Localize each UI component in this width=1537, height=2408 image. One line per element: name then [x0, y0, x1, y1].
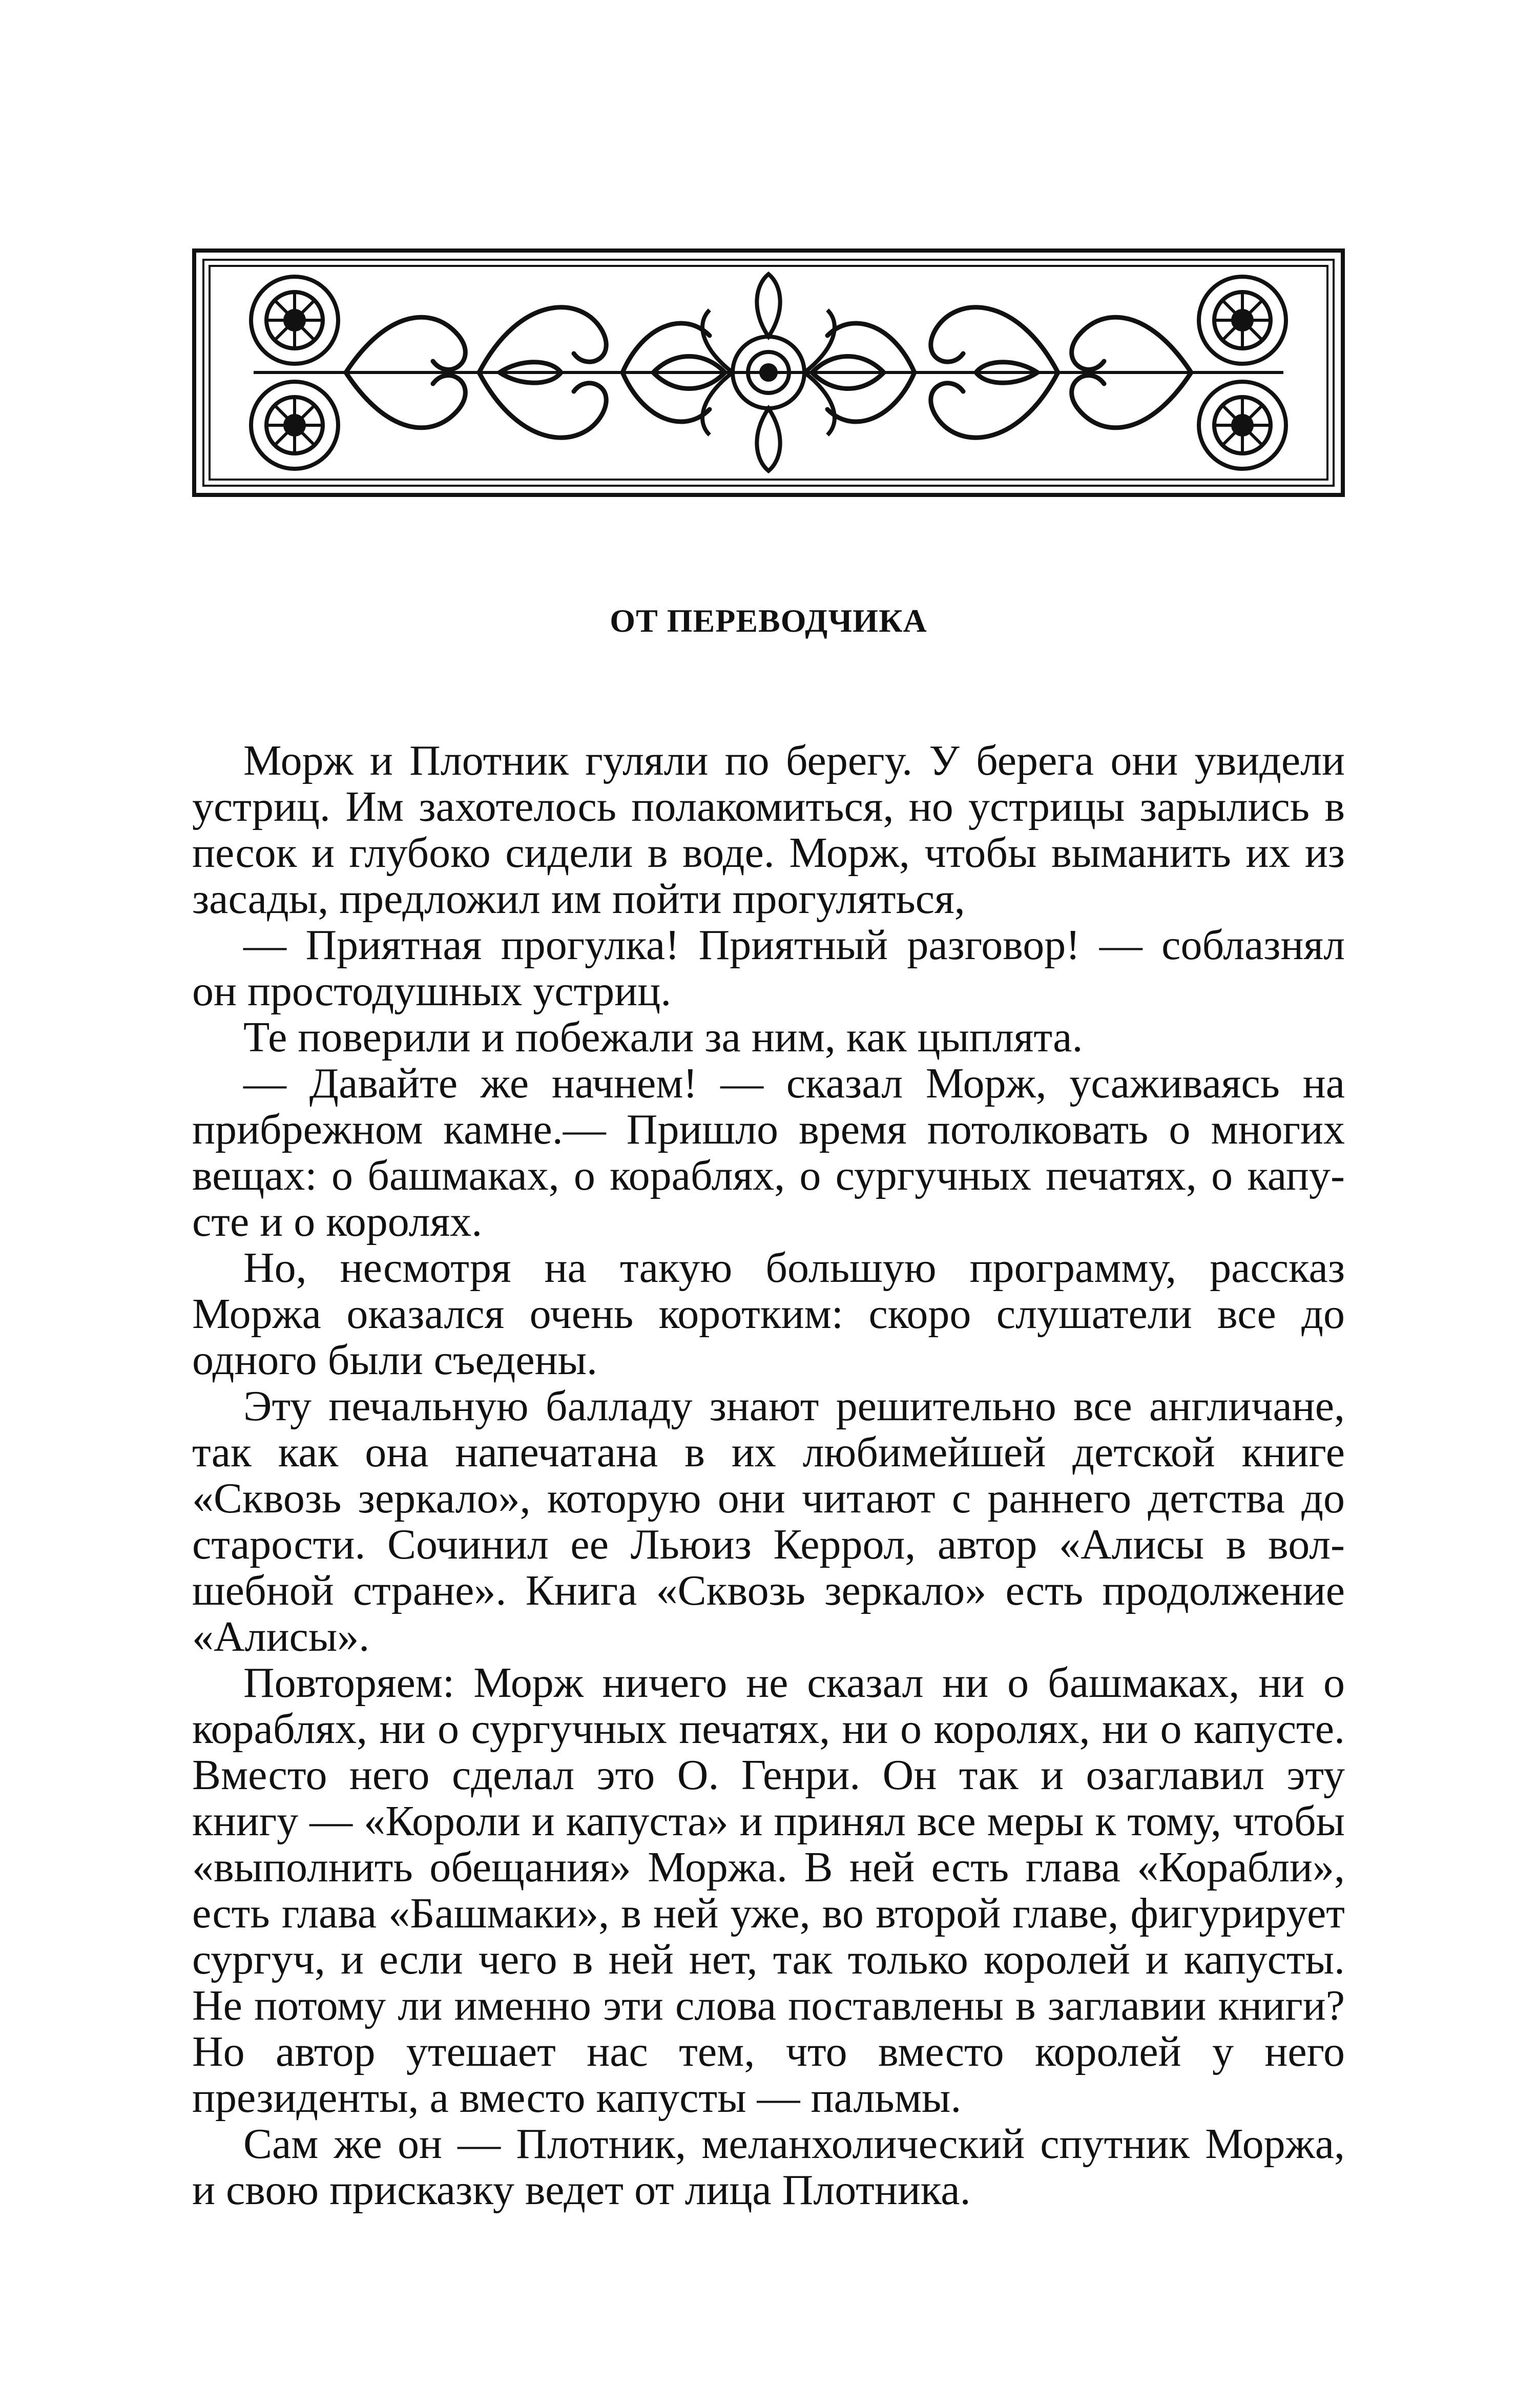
paragraph: Повторяем: Морж ничего не сказал ни о башмаках, ни о кораблях, ни о сургучных печатях, ни о королях, ни о капусте. Вместо него сделал это О. Генри. Он так и озаглавил эту книгу — «Короли и капуста» и принял все меры к тому, чтобы «выполнить обещания» Моржа. В ней есть глава «Корабли», есть глава «Башмаки», в ней уже, во второй главе, фигурирует сургуч, и если чего в ней нет, так только королей и капусты. Не потому ли именно эти слова поставлены в заглавии книги? Но автор утешает нас тем, что вместо королей у него президенты, а вместо капусты — пальмы. — [192, 1659, 1345, 2122]
paragraph: Морж и Плотник гуляли по берегу. У берега они увидели устриц. Им захотелось полакомиться, но устрицы зарылись в песок и глубоко сидели в воде. Морж, чтобы выманить их из засады, предложил им пойти прогуляться, — [192, 737, 1345, 923]
paragraph: Те поверили и побежали за ним, как цыплята. — [243, 1013, 1083, 1061]
paragraph: Эту печальную балладу знают решительно все англичане, так как она напечатана в их любимейшей детской книге «Сквозь зеркало», которую они читают с раннего детства до старости. Сочинил ее Льюиз Керрол, автор «Алисы в волшебной стране». Книга «Сквозь зеркало» есть продолжение «Алисы». — [192, 1382, 1345, 1660]
paragraph: Но, несмотря на такую большую программу, рассказ Моржа оказался очень коротким: скоро слушатели все до одного были съедены. — [192, 1244, 1345, 1384]
paragraph: — Давайте же начнем! — сказал Морж, усаживаясь на прибрежном камне.— Пришло время потолковать о многих вещах: о башмаках, о кораблях, о сургучных печатях, о капусте и о королях. — [192, 1060, 1345, 1245]
decorative-header-ornament — [192, 248, 1345, 497]
ornament-graphic — [192, 248, 1345, 497]
paragraph: Сам же он — Плотник, меланхолический спутник Моржа, и свою присказку ведет от лица Плотника. — [192, 2120, 1345, 2214]
paragraph: — Приятная прогулка! Приятный разговор! — соблазнял он простодушных устриц. — [192, 921, 1345, 1015]
body-text — [192, 738, 1345, 2213]
chapter-title: ОТ ПЕРЕВОДЧИКА — [610, 603, 927, 639]
